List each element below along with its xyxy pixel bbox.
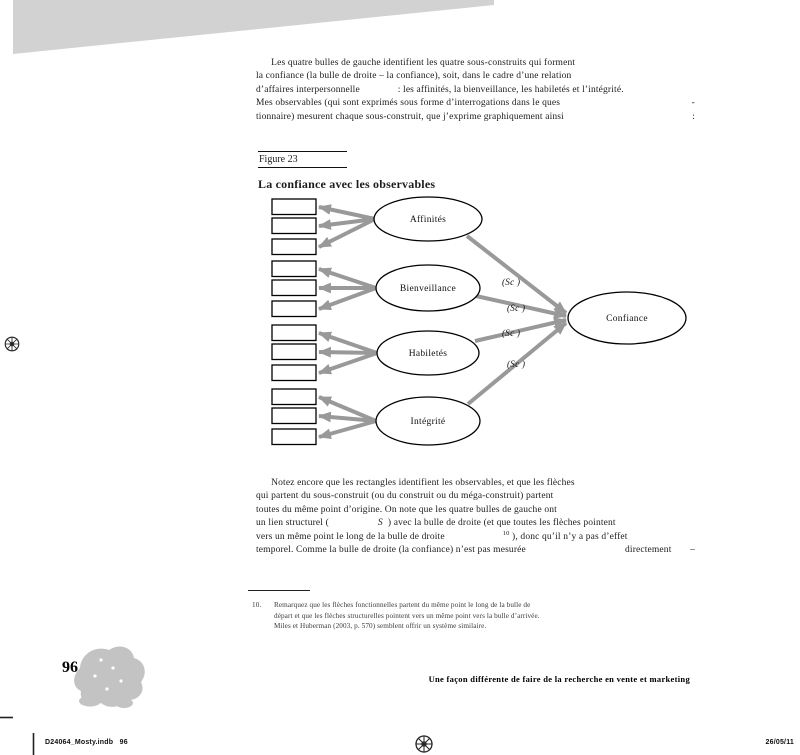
line-text: la confiance (la bulle de droite – la confiance), soit, dans le cadre d’une relation [256, 71, 572, 82]
figure-title: La confiance avec les observables [258, 177, 436, 191]
target-label: Confiance [606, 314, 648, 324]
text-line [256, 111, 698, 124]
fan-arrows [319, 207, 377, 437]
slug-filename: D24064_Mosty.indb 96 [45, 739, 128, 746]
line-text: ), donc qu’il n’y a pas d’effet [509, 531, 628, 542]
sc-label: (Sc ) [502, 328, 521, 338]
observable-rect [272, 389, 316, 405]
text-line [256, 504, 698, 517]
fan-arrow [319, 353, 377, 373]
paragraph-1 [256, 57, 698, 124]
footnote-line: Remarquez que les flèches fonctionnelles partent du même point le long de la bulle de [274, 601, 531, 609]
footnote [252, 600, 562, 632]
text-line [256, 70, 698, 83]
text-line [256, 517, 698, 530]
fan-arrow [319, 333, 377, 353]
registration-mark-icon [416, 736, 432, 752]
slug-date: 26/05/11 [765, 739, 794, 746]
observable-rect [272, 199, 316, 215]
fan-arrow [319, 269, 376, 288]
spaced-word: directement [625, 544, 672, 555]
line-text: Mes observables (qui sont exprimés sous forme d’interrogations dans le ques [256, 98, 561, 109]
line-text: ) avec la bulle de droite (et que toutes les flèches pointent [382, 518, 616, 529]
hanging-dash: – [690, 544, 695, 555]
hanging-hyphen: - [691, 98, 695, 109]
line-text: Les quatre bulles de gauche identifient les quatre sous-construits qui forment [256, 58, 576, 68]
footnote-ref: 10 [502, 529, 510, 537]
observable-rect [272, 365, 316, 381]
structural-s: S [377, 518, 383, 529]
text-line [256, 477, 698, 490]
figure-label: Figure 23 [258, 151, 347, 168]
text-line [256, 97, 698, 110]
footnote-line: Miles et Huberman (2003, p. 570) semblent offrir un système similaire. [274, 622, 487, 631]
line-text: temporel. Comme la bulle de droite (la confiance) n’est pas mesurée [256, 544, 526, 555]
line-text: vers un même point le long de la bulle de droite [256, 531, 445, 542]
construct-label: Affinités [409, 215, 447, 225]
construct-label: Bienveillance [399, 284, 457, 294]
sc-label: (Sc ) [507, 303, 526, 313]
text-line [256, 544, 698, 557]
hanging-colon: : [692, 111, 695, 122]
footnote-number: 10. [252, 601, 262, 609]
running-title: Une façon différente de faire de la recherche en vente et marketing [428, 674, 690, 684]
footnote-rule [248, 590, 310, 591]
structural-arrow [475, 320, 566, 341]
observable-rect [272, 325, 316, 341]
line-text: qui partent du sous-construit (ou du construit ou du méga-construit) partent [256, 491, 554, 502]
line-text: un lien structurel ( [256, 518, 329, 529]
observable-rect [272, 301, 316, 317]
text-line [256, 490, 698, 503]
paragraph-2 [256, 477, 698, 557]
footnote-line: départ et que les flèches structurelles pointent vers un même point vers la bulle d’arrivée. [274, 611, 540, 620]
observable-rects [272, 199, 316, 445]
text-line [256, 84, 698, 97]
line-text: tionnaire) mesurent chaque sous-construit, que j’exprime graphiquement ainsi [256, 111, 564, 122]
observable-rect [272, 261, 316, 277]
corner-wedge [13, 0, 494, 54]
page-number: 96 [62, 659, 78, 676]
observable-rect [272, 280, 316, 296]
fan-arrow [319, 421, 376, 437]
fan-arrow [319, 352, 377, 353]
line-text: toutes du même point d’origine. On note que les quatre bulles de gauche ont [256, 504, 557, 515]
construct-label: Intégrité [410, 417, 446, 427]
sc-label: (Sc ) [502, 277, 521, 287]
observable-rect [272, 344, 316, 360]
construct-label: Habiletés [408, 349, 448, 359]
frog-ornament [74, 647, 145, 708]
fan-arrow [319, 288, 376, 309]
registration-mark-icon [5, 337, 19, 351]
sc-label: (Sc ) [507, 359, 526, 369]
structural-arrows [467, 236, 566, 404]
observable-rect [272, 408, 316, 424]
line-text: Notez encore que les rectangles identifient les observables, et que les flèches [256, 478, 575, 488]
line-text: d’affaires interpersonnelle : les affinités, la bienveillance, les habiletés et l’intégrité. [256, 84, 624, 95]
fan-arrow [319, 207, 375, 219]
text-line [256, 531, 698, 544]
observable-rect [272, 239, 316, 255]
structural-arrow [467, 236, 566, 313]
observable-rect [272, 429, 316, 445]
observable-rect [272, 218, 316, 234]
text-line [256, 57, 698, 70]
